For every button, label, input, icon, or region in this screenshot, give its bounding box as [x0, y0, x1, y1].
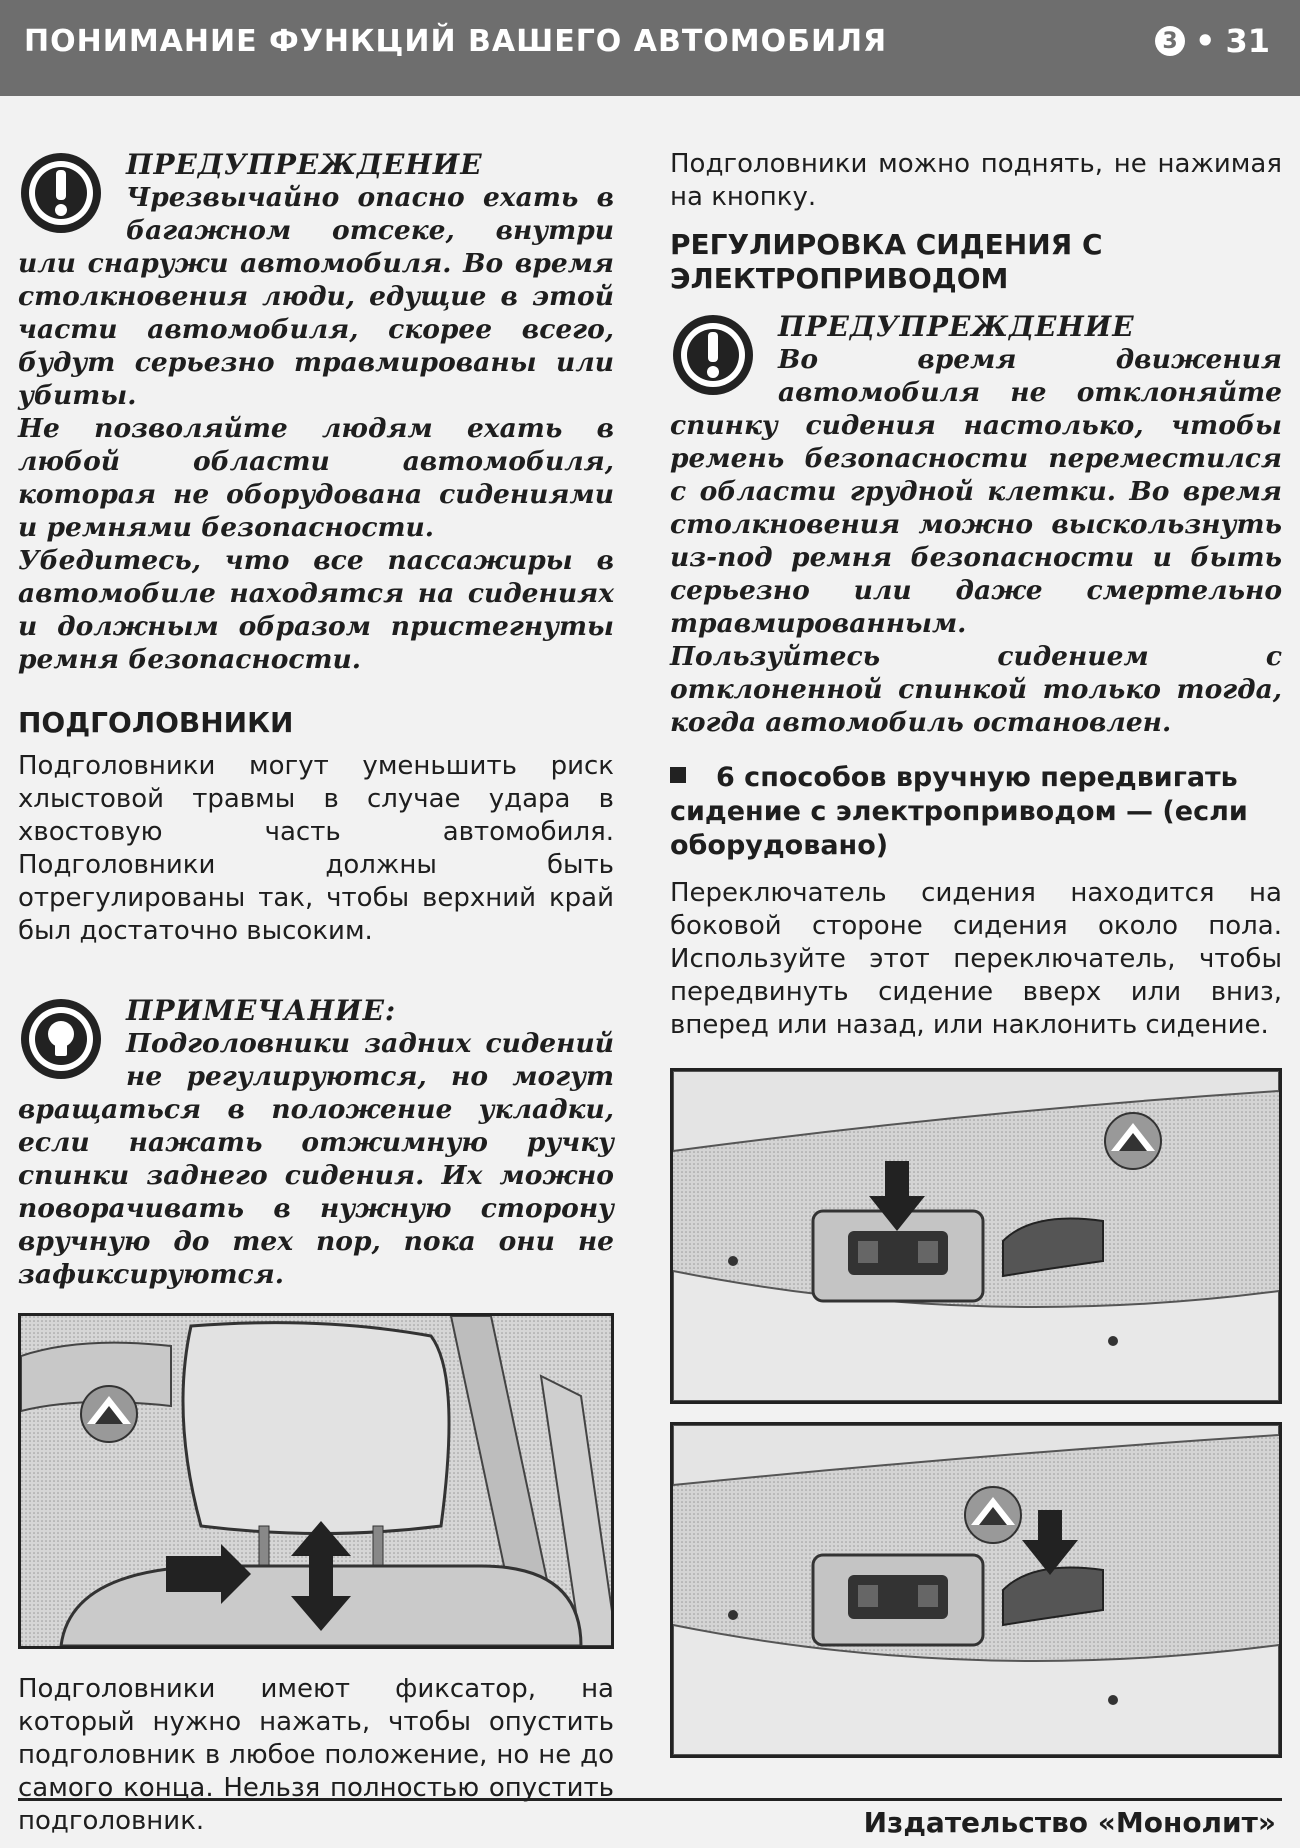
note-body: Подголовники задних сидений не регулируются, но могут вращаться в положение укладки, если нажать отжимную ручку спинки заднего сидения. Их можно поворачивать в нужную сторону вручную до тех пор, пока они не зафиксируются.: [18, 1028, 614, 1290]
figure-marker-icon: [81, 1386, 137, 1442]
warning-paragraph: Убедитесь, что все пассажиры в автомобиле находятся на сидениях и должным образом пристегнуты ремня безопасности.: [18, 545, 614, 675]
note-title: ПРИМЕЧАНИЕ:: [126, 994, 397, 1027]
figure-marker-icon: [965, 1487, 1021, 1543]
seat-switch-illustration-bottom: [673, 1425, 1279, 1755]
power-seat-heading: РЕГУЛИРОВКА СИДЕНИЯ С ЭЛЕКТРОПРИВОДОМ: [670, 228, 1103, 295]
warning-paragraph: Во время движения автомобиля не отклоняйте спинку сидения настолько, чтобы ремень безопасности переместился с области грудной клетки. Во время столкновения можно выскользнуть из-под ремня безопасности и быть серьезно или даже смертельно травмированным.: [670, 344, 1282, 639]
seat-switch-figure-bottom: [670, 1422, 1282, 1758]
warning-block-left: [18, 148, 614, 676]
right-column: [670, 148, 1282, 1758]
headrests-heading: ПОДГОЛОВНИКИ: [18, 706, 294, 739]
warning-title: ПРЕДУПРЕЖДЕНИЕ: [126, 148, 483, 181]
chapter-badge: 3: [1155, 26, 1185, 56]
headrest-figure: [18, 1313, 614, 1649]
headrest-illustration: [21, 1316, 614, 1646]
seat-switch-body: Переключатель сидения находится на боковой стороне сидения около пола. Используйте этот переключатель, чтобы передвинуть сидение вверх или вниз, вперед или назад, или наклонить сидение.: [670, 878, 1282, 1040]
warning-paragraph: Не позволяйте людям ехать в любой области автомобиля, которая не оборудована сидениями и ремнями безопасности.: [18, 413, 614, 543]
warning-paragraph: Пользуйтесь сидением с отклоненной спинкой только тогда, когда автомобиль остановлен.: [670, 641, 1282, 738]
page-header: [0, 0, 1300, 96]
bullet-square-icon: [670, 767, 686, 783]
warning-block-right: [670, 310, 1282, 739]
warning-paragraph: Чрезвычайно опасно ехать в багажном отсеке, внутри или снаружи автомобиля. Во время столкновения люди, едущие в этой части автомобиля, скорее всего, будут серьезно травмированы или убиты.: [18, 182, 614, 411]
seat-switch-figure-top: [670, 1068, 1282, 1404]
footer-rule: [18, 1798, 1282, 1801]
page-number-value: 31: [1225, 22, 1270, 60]
manual-seat-subheading: [670, 761, 1282, 863]
headrests-body: Подголовники могут уменьшить риск хлыстовой травмы в случае удара в хвостовую часть автомобиля. Подголовники должны быть отрегулированы так, чтобы верхний край был достаточно высоким.: [18, 751, 614, 946]
headrest-lock-body: Подголовники имеют фиксатор, на который нужно нажать, чтобы опустить подголовник в любое положение, но не до самого конца. Нельзя полностью опустить подголовник.: [18, 1674, 614, 1836]
publisher-footer: Издательство «Монолит»: [863, 1806, 1276, 1839]
left-column: [18, 148, 614, 1838]
note-block: [18, 994, 614, 1291]
figure-marker-icon: [1105, 1113, 1161, 1169]
intro-text: Подголовники можно поднять, не нажимая на кнопку.: [670, 149, 1282, 212]
section-title: ПОНИМАНИЕ ФУНКЦИЙ ВАШЕГО АВТОМОБИЛЯ: [24, 24, 888, 59]
page-number-separator: •: [1195, 22, 1216, 60]
page-number: [1155, 22, 1270, 60]
warning-title: ПРЕДУПРЕЖДЕНИЕ: [778, 310, 1135, 343]
manual-seat-subheading-text: 6 способов вручную передвигать сидение с электроприводом — (если оборудовано): [670, 762, 1248, 861]
exclamation-icon: [670, 312, 756, 398]
lightbulb-icon: [18, 996, 104, 1082]
seat-switch-illustration-top: [673, 1071, 1279, 1401]
exclamation-icon: [18, 150, 104, 236]
